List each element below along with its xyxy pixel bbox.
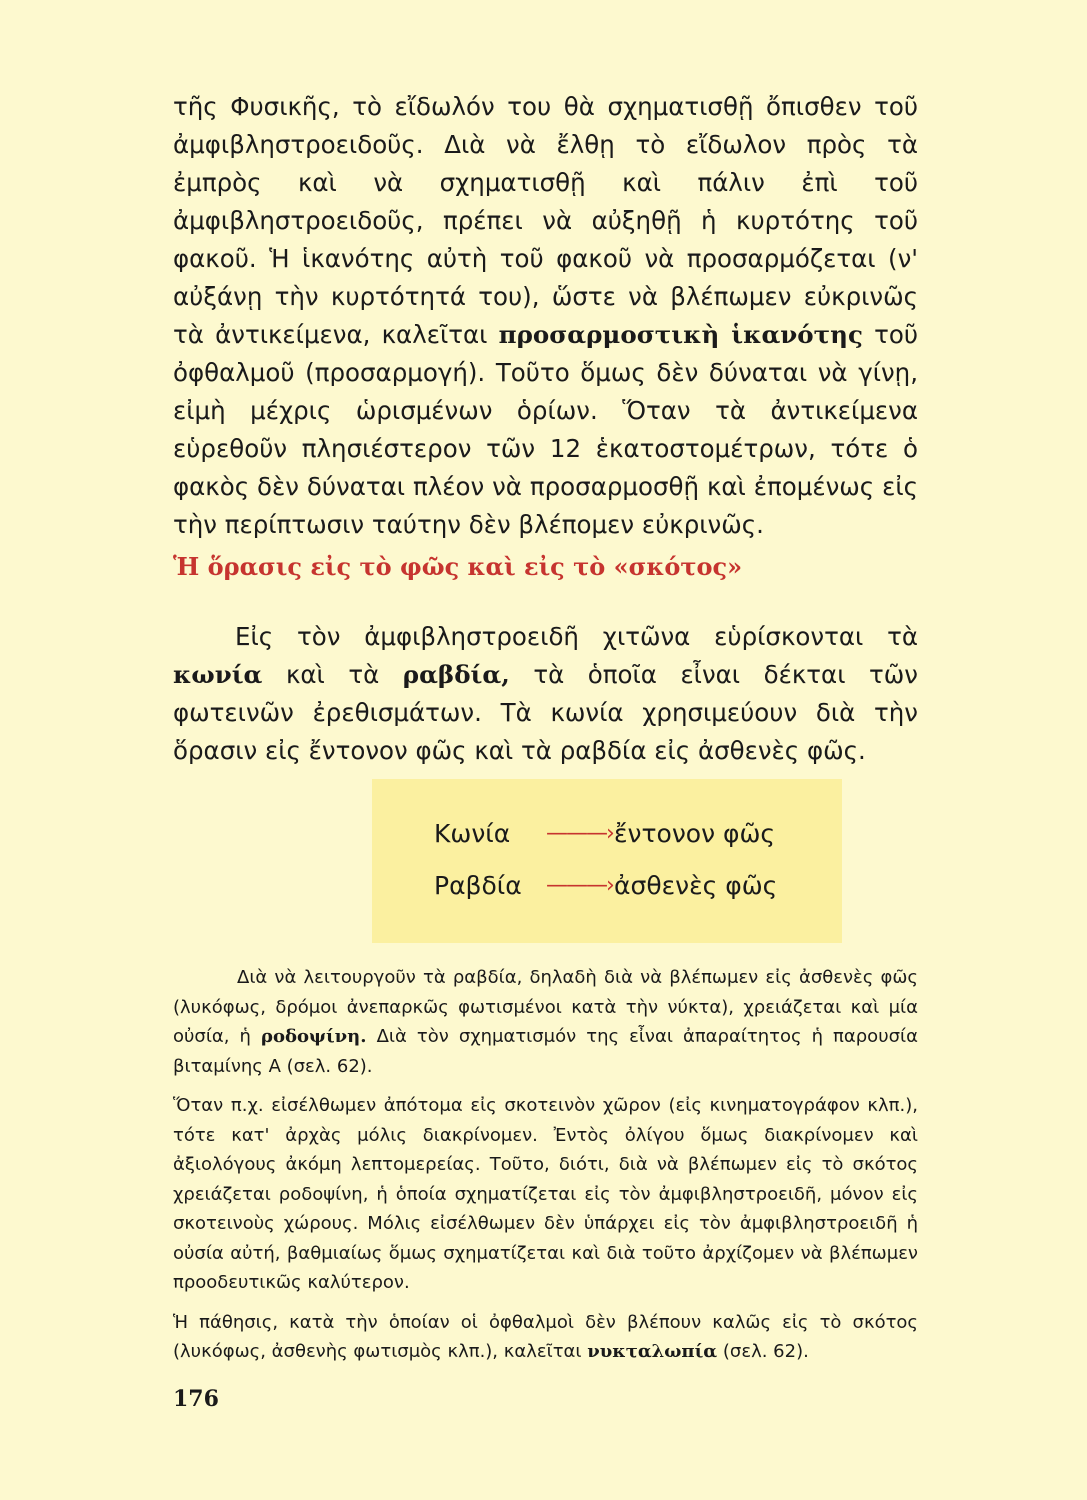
bold-term-rhodopsin: ροδοψίνη. (261, 1026, 367, 1047)
small-text: Ἡ πάθησις, κατὰ τὴν ὁποίαν οἱ ὀφθαλμοὶ δὲν βλέπουν καλῶς εἰς τὸ σκότος (λυκόφως, ἀσθενὴς φωτισμὸς κλπ.), καλεῖται (173, 1311, 918, 1362)
small-text: Διὰ τὸν σχηματισμόν της εἶναι ἀπαραίτητος ἡ παρουσία βιταμίνης Α (σελ. 62). (173, 1026, 918, 1077)
summary-row-rods (434, 871, 777, 900)
small-paragraph-nyctalopia (173, 1308, 918, 1367)
summary-box (372, 779, 842, 943)
paragraph-text-1: τῆς Φυσικῆς, τὸ εἴδωλόν του θὰ σχηματισθῇ ὄπισθεν τοῦ ἀμφιβληστροειδοῦς. Διὰ νὰ ἔλθῃ τὸ εἴδωλον πρὸς τὰ ἐμπρὸς καὶ νὰ σχηματισθῇ καὶ πάλιν ἐπὶ τοῦ ἀμφιβληστροειδοῦς, πρέπει νὰ αὐξηθῇ ἡ κυρτότης τοῦ φακοῦ. Ἡ ἱκανότης αὐτὴ τοῦ φακοῦ νὰ προσαρμόζεται (ν' αὐξάνῃ τὴν κυρτότητά του), ὥστε νὰ βλέπωμεν εὐκρινῶς τὰ ἀντικείμενα, καλεῖται (173, 92, 918, 349)
small-text: Διὰ νὰ λειτουργοῦν τὰ ραβδία, δηλαδὴ διὰ νὰ βλέπωμεν εἰς ἀσθενὲς φῶς (λυκόφως, δρόμοι ἀνεπαρκῶς φωτισμένοι κατὰ τὴν νύκτα), χρειάζεται καὶ μία οὐσία, ἡ (173, 967, 918, 1047)
small-paragraph-dark: Ὅταν π.χ. εἰσέλθωμεν ἀπότομα εἰς σκοτεινὸν χῶρον (εἰς κινηματογράφον κλπ.), τότε κατ' ἀρχὰς μόλις διακρίνομεν. Ἐντὸς ὀλίγου ὅμως διακρίνομεν καὶ ἀξιολόγους ἀκόμη λεπτομερείας. Τοῦτο, διότι, διὰ νὰ βλέπωμεν εἰς τὸ σκότος χρειάζεται ροδοψίνη, ἡ ὁποία σχηματίζεται εἰς τὸν ἀμφιβληστροειδῆ, μόνον εἰς σκοτεινοὺς χώρους. Μόλις εἰσέλθωμεν δὲν ὑπάρχει εἰς τὸν ἀμφιβληστροειδῆ ἡ οὐσία αὐτή, βαθμιαίως ὅμως σχηματίζεται καὶ διὰ τοῦτο ἀρχίζομεν νὰ βλέπωμεν προοδευτικῶς καλύτερον. (173, 1095, 918, 1293)
bold-term-accommodation: προσαρμοστικὴ ἱκανότης (498, 320, 863, 349)
small-print-section (173, 963, 918, 1377)
intro-text-3: τὰ ὁποῖα εἶναι δέκται τῶν φωτεινῶν ἐρεθισμάτων. Τὰ κωνία χρησιμεύουν διὰ τὴν ὅρασιν εἰς ἔντονον φῶς καὶ τὰ ραβδία εἰς ἀσθενὲς φῶς. (173, 660, 918, 765)
summary-result: ἔντονον φῶς (614, 819, 776, 848)
paragraph-accommodation (173, 88, 918, 544)
bold-term-cones: κωνία (173, 660, 263, 689)
arrow-right-icon: ———› (546, 873, 613, 898)
intro-text-1: Εἰς τὸν ἀμφιβληστροειδῆ χιτῶνα εὑρίσκονται τὰ (235, 622, 918, 651)
page-number: 176 (173, 1386, 219, 1412)
section-heading: Ἡ ὅρασις εἰς τὸ φῶς καὶ εἰς τὸ «σκότος» (173, 552, 743, 581)
intro-text-2: καὶ τὰ (285, 660, 380, 689)
summary-term: Κωνία (434, 819, 511, 848)
bold-term-nyctalopia: νυκταλωπία (587, 1341, 718, 1362)
paragraph-rods-cones (173, 618, 918, 770)
arrow-right-icon: ———› (546, 821, 613, 846)
small-text: (σελ. 62). (722, 1341, 809, 1362)
paragraph-text-2: τοῦ ὀφθαλμοῦ (προσαρμογή). Τοῦτο ὅμως δὲν δύναται νὰ γίνῃ, εἰμὴ μέχρις ὡρισμένων ὁρίων. Ὅταν τὰ ἀντικείμενα εὑρεθοῦν πλησιέστερον τῶν 12 ἑκατοστομέτρων, τότε ὁ φακὸς δὲν δύναται πλέον νὰ προσαρμοσθῇ καὶ ἐπομένως εἰς τὴν περίπτωσιν ταύτην δὲν βλέπομεν εὐκρινῶς. (173, 320, 919, 539)
summary-term: Ραβδία (434, 871, 522, 900)
summary-result: ἀσθενὲς φῶς (614, 871, 778, 900)
bold-term-rods: ραβδία, (402, 660, 510, 689)
small-paragraph-rhodopsin (173, 963, 918, 1081)
summary-row-cones (434, 819, 775, 848)
